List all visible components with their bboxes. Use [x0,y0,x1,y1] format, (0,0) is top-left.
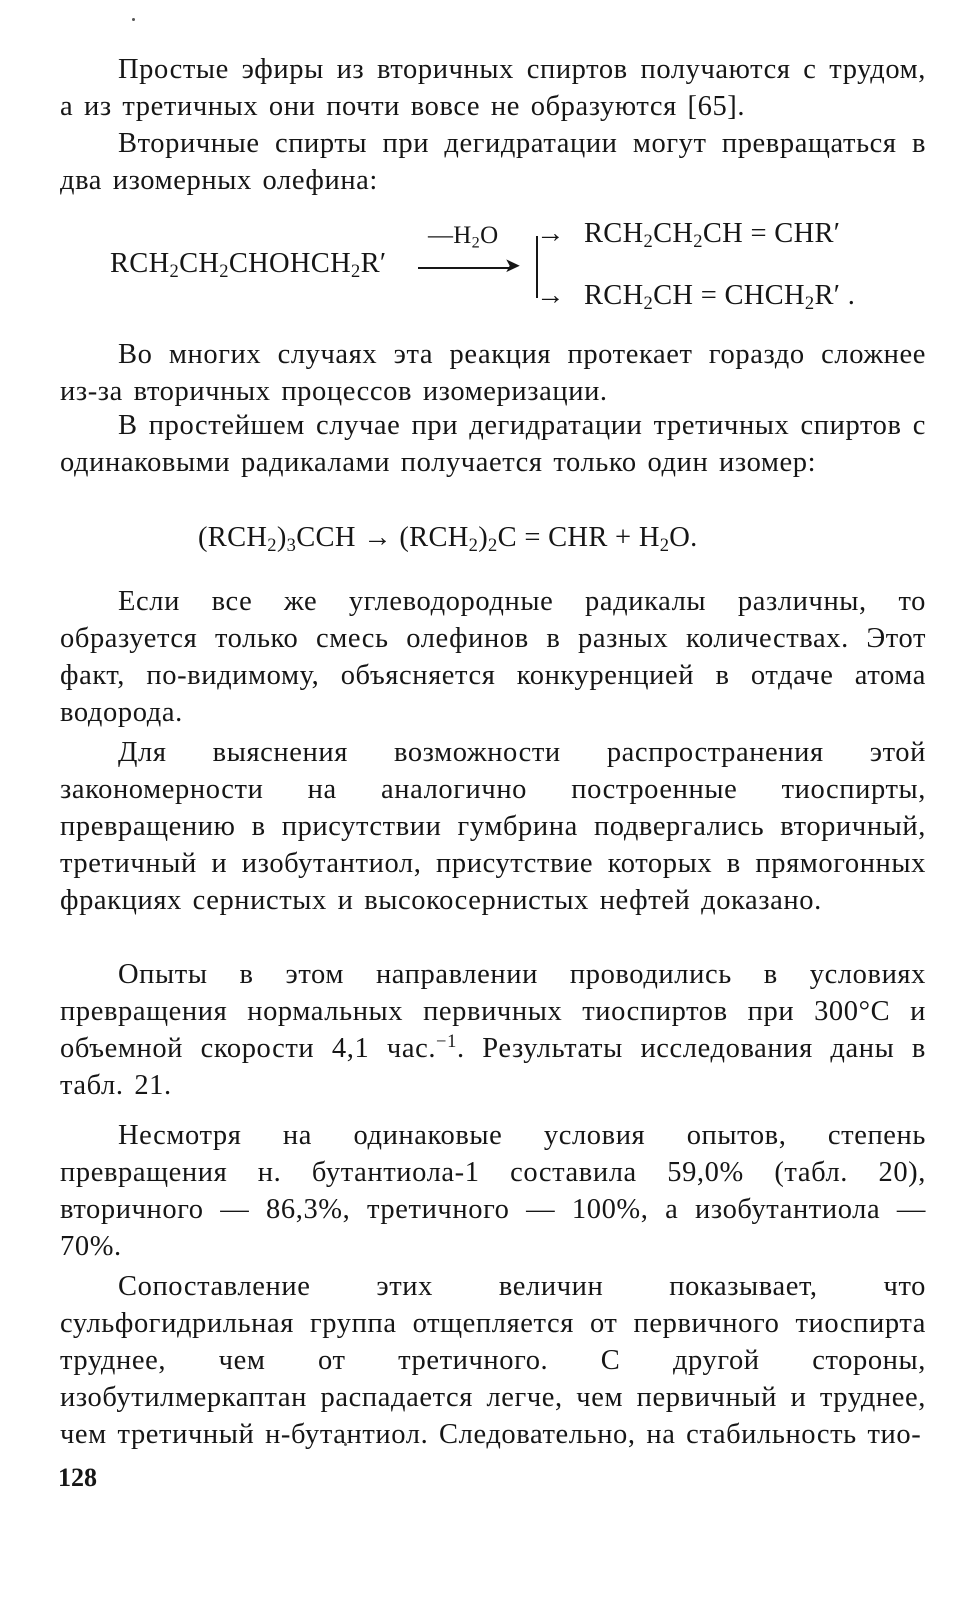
reaction-1-product-1: $RCH_2CH_2CH = CHR'$ [584,218,841,253]
reaction-2: $(RCH_2)_3CCH \to (RCH_2)_2C$ = CHR + $H_2O$. [198,522,698,557]
reaction-1-arrowhead: ➤ [504,255,522,277]
paragraph-5: Если все же углеводородные радикалы различны, то образуется только смесь олефинов в разных количествах. Этот факт, по-видимому, объясняется конкуренцией в отдаче атома водорода. [60,586,926,728]
paragraph-2: Вторичные спирты при дегидратации могут превращаться в два изомерных олефина: [60,128,926,196]
paragraph-3: Во многих случаях эта реакция протекает гораздо сложнее из-за вторичных процессов изомеризации. [60,339,926,407]
paragraph-4: В простейшем случае при дегидратации третичных спиртов с одинаковыми радикалами получается только один изомер: [60,410,926,478]
print-speck [132,18,135,21]
paragraph-9: Сопоставление этих величин показывает, что сульфогидрильная группа отщепляется от первичного тиоспирта труднее, чем от третичного. С другой стороны, изобутилмеркаптан распадается легче, чем первичный и труднее, чем третичный н-бутантиол. Следовательно, на стабильность тио- [60,1271,926,1450]
reaction-1-branch-arrow-2: → [536,280,565,311]
reaction-1-condition: $—H_2O$ [428,222,499,252]
reaction-1-branch-arrow-1: → [536,218,565,249]
reaction-1-product-2: $RCH_2CH$ = $CHCH_2R'$ . [584,280,856,315]
paragraph-6: Для выяснения возможности распространения этой закономерности на аналогично построенные тиоспирты, превращению в присутствии гумбрина подвергались вторичный, третичный и изобутантиол, присутствие которых в прямогонных фракциях сернистых и высокосернистых нефтей доказано. [60,737,926,916]
paragraph-1: Простые эфиры из вторичных спиртов получаются с трудом, а из третичных они почти вовсе не образуются [65]. [60,54,926,122]
reaction-1-reactant: $RCH_2CH_2CHOHCH_2R'$ [110,248,387,283]
paragraph-7: Опыты в этом направлении проводились в условиях превращения нормальных первичных тиоспиртов при 300°С и объемной скорости 4,1 час.$^{-1}$. Результаты исследования даны в табл. 21. [60,959,926,1101]
paragraph-8: Несмотря на одинаковые условия опытов, степень превращения н. бутантиола-1 составила 59,0% (табл. 20), вторичного — 86,3%, третичного — 100%, а изобутантиола — 70%. [60,1120,926,1262]
page-number: 128 [58,1463,97,1492]
reaction-1-arrow [418,267,510,269]
